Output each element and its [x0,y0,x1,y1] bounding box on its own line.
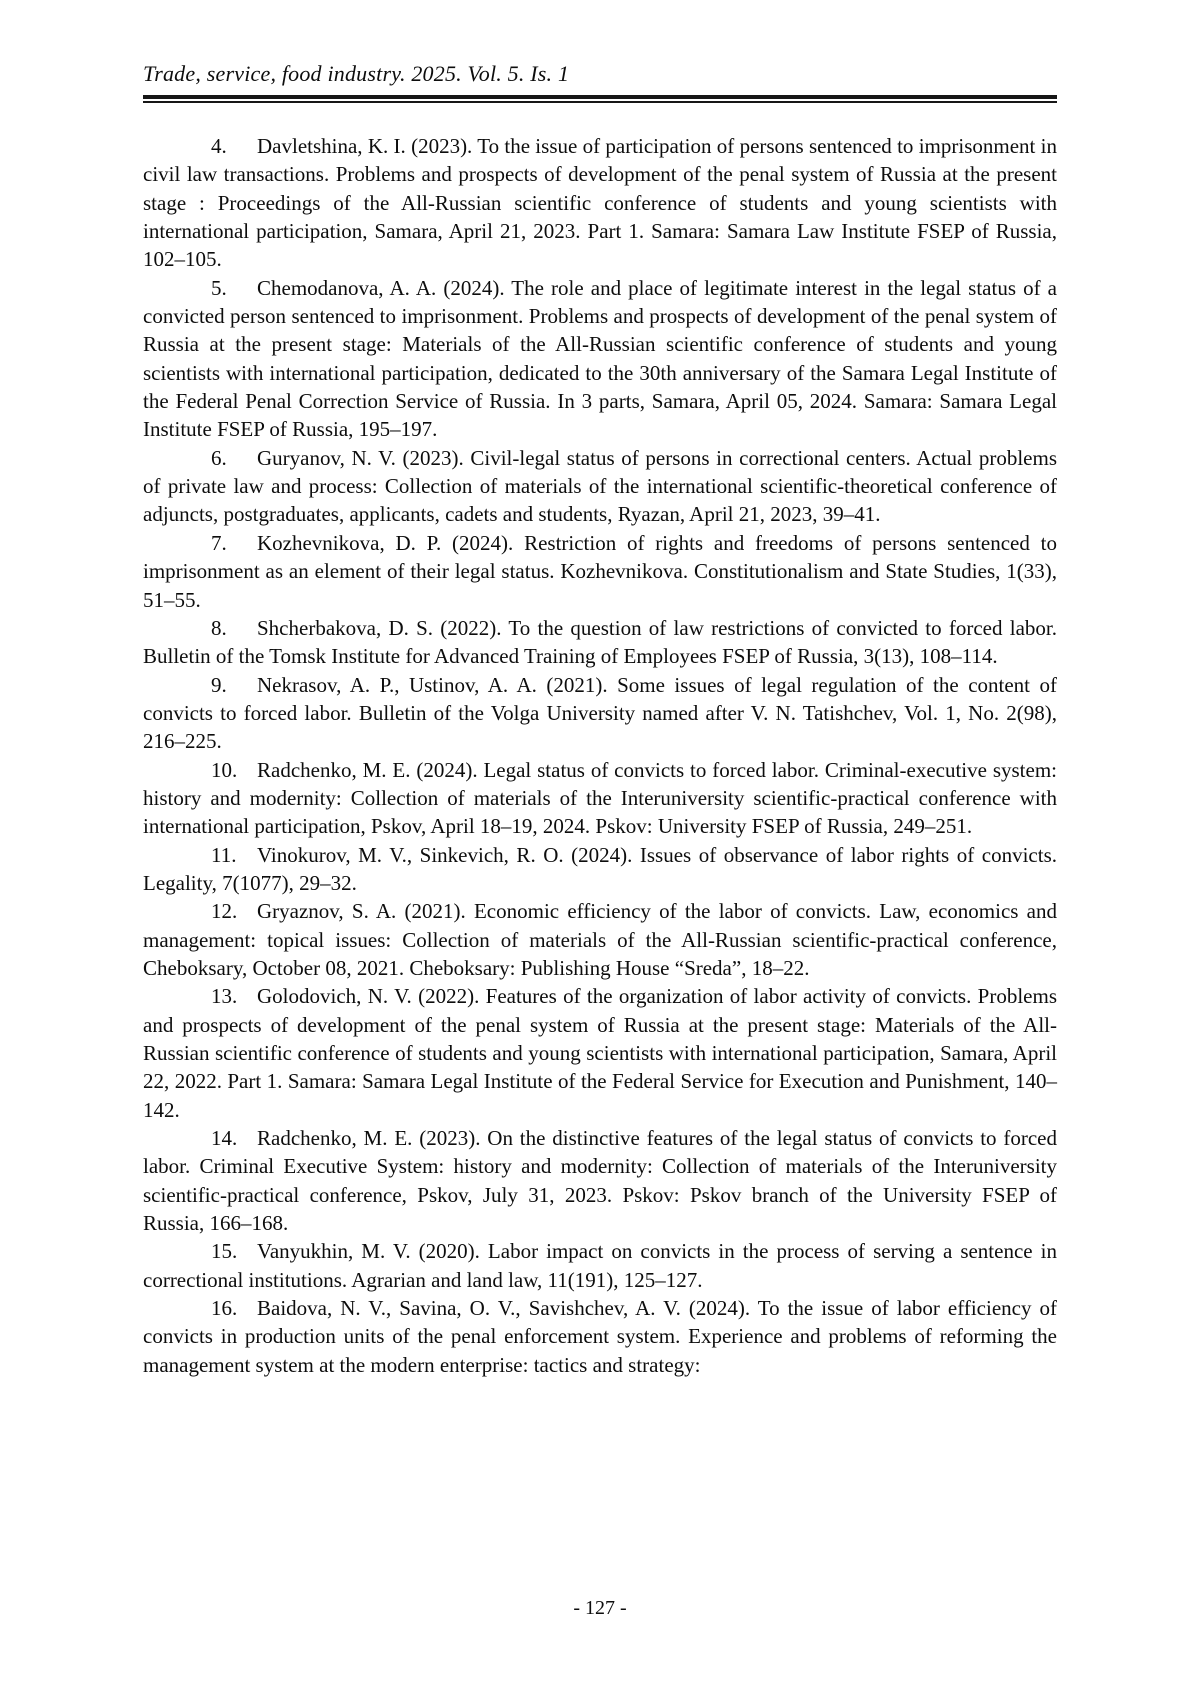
reference-item-7 [143,529,1057,614]
reference-item-10 [143,756,1057,841]
reference-number: 4. [211,134,227,158]
reference-number: 15. [211,1239,238,1264]
references-list [143,132,1057,1379]
reference-text: Shcherbakova, D. S. (2022). To the question of law restrictions of convicted to forced labor. Bulletin of the Tomsk Institute for Advanced Training of Employees FSEP of Russia, 3(13), 108–114. [143,615,1057,669]
reference-text: Vanyukhin, M. V. (2020). Labor impact on convicts in the process of serving a sentence in correctional institutions. Agrarian and land law, 11(191), 125–127. [143,1239,1057,1292]
reference-item-13 [143,982,1057,1124]
reference-item-12 [143,897,1057,982]
reference-text: Davletshina, K. I. (2023). To the issue of participation of persons sentenced to imprisonment in civil law transactions. Problems and prospects of development of the penal system of Russia at the present stage : Proceedings of the All-Russian scientific conference of students and young scientists with international participation, Samara, April 21, 2023. Part 1. Samara: Samara Law Institute FSEP of Russia, 102–105. [143,134,1057,272]
page-header [143,60,1057,103]
reference-text: Baidova, N. V., Savina, O. V., Savishchev, A. V. (2024). To the issue of labor efficiency of convicts in production units of the penal enforcement system. Experience and problems of reforming the management system at the modern enterprise: tactics and strategy: [143,1296,1057,1377]
reference-number: 6. [211,445,227,470]
reference-text: Radchenko, M. E. (2023). On the distinctive features of the legal status of convicts to forced labor. Criminal Executive System: history and modernity: Collection of materials of the Interuniversity scientific-practical conference, Pskov, July 31, 2023. Pskov: Pskov branch of the University FSEP of Russia, 166–168. [143,1126,1057,1236]
journal-running-title: Trade, service, food industry. 2025. Vol. 5. Is. 1 [143,61,570,86]
reference-number: 10. [211,757,238,782]
reference-number: 14. [211,1126,238,1151]
reference-item-9 [143,671,1057,756]
reference-item-8 [143,614,1057,671]
reference-item-4 [143,132,1057,274]
reference-text: Guryanov, N. V. (2023). Civil-legal status of persons in correctional centers. Actual problems of private law and process: Collection of materials of the international scientific-theoretical conference of adjuncts, postgraduates, applicants, cadets and students, Ryazan, April 21, 2023, 39–41. [143,445,1057,527]
reference-text: Gryaznov, S. A. (2021). Economic efficiency of the labor of convicts. Law, economics and management: topical issues: Collection of materials of the All-Russian scientific-practical conference, Cheboksary, October 08, 2021. Cheboksary: Publishing House “Sreda”, 18–22. [143,899,1057,980]
reference-number: 8. [211,615,227,640]
reference-number: 16. [211,1296,238,1321]
reference-text: Golodovich, N. V. (2022). Features of the organization of labor activity of convicts. Problems and prospects of development of the penal system of Russia at the present stage: Materials of the All-Russian scientific conference of students and young scientists with international participation, Samara, April 22, 2022. Part 1. Samara: Samara Legal Institute of the Federal Service for Execution and Punishment, 140–142. [143,984,1057,1122]
reference-text: Kozhevnikova, D. P. (2024). Restriction of rights and freedoms of persons sentenced to imprisonment as an element of their legal status. Kozhevnikova. Constitutionalism and State Studies, 1(33), 51–55. [143,530,1057,612]
page-number: - 127 - [573,1597,627,1619]
header-rule [143,95,1057,103]
reference-item-14 [143,1124,1057,1237]
reference-text: Radchenko, M. E. (2024). Legal status of convicts to forced labor. Criminal-executive system: history and modernity: Collection of materials of the Interuniversity scientific-practical conference with international participation, Pskov, April 18–19, 2024. Pskov: University FSEP of Russia, 249–251. [143,757,1057,839]
reference-text: Vinokurov, M. V., Sinkevich, R. O. (2024). Issues of observance of labor rights of convicts. Legality, 7(1077), 29–32. [143,842,1057,895]
reference-number: 7. [211,530,227,555]
reference-item-11 [143,841,1057,898]
reference-item-6 [143,444,1057,529]
reference-number: 5. [211,275,227,300]
reference-item-5 [143,274,1057,444]
reference-number: 9. [211,672,227,697]
reference-text: Chemodanova, A. A. (2024). The role and place of legitimate interest in the legal status of a convicted person sentenced to imprisonment. Problems and prospects of development of the penal system of Russia at the present stage: Materials of the All-Russian scientific conference of students and young scientists with international participation, dedicated to the 30th anniversary of the Samara Legal Institute of the Federal Penal Correction Service of Russia. In 3 parts, Samara, April 05, 2024. Samara: Samara Legal Institute FSEP of Russia, 195–197. [143,275,1057,442]
reference-item-16 [143,1294,1057,1379]
reference-number: 12. [211,899,238,924]
reference-number: 13. [211,984,238,1009]
reference-text: Nekrasov, A. P., Ustinov, A. A. (2021). Some issues of legal regulation of the content of convicts to forced labor. Bulletin of the Volga University named after V. N. Tatishchev, Vol. 1, No. 2(98), 216–225. [143,672,1057,754]
reference-number: 11. [211,842,237,867]
reference-item-15 [143,1237,1057,1294]
